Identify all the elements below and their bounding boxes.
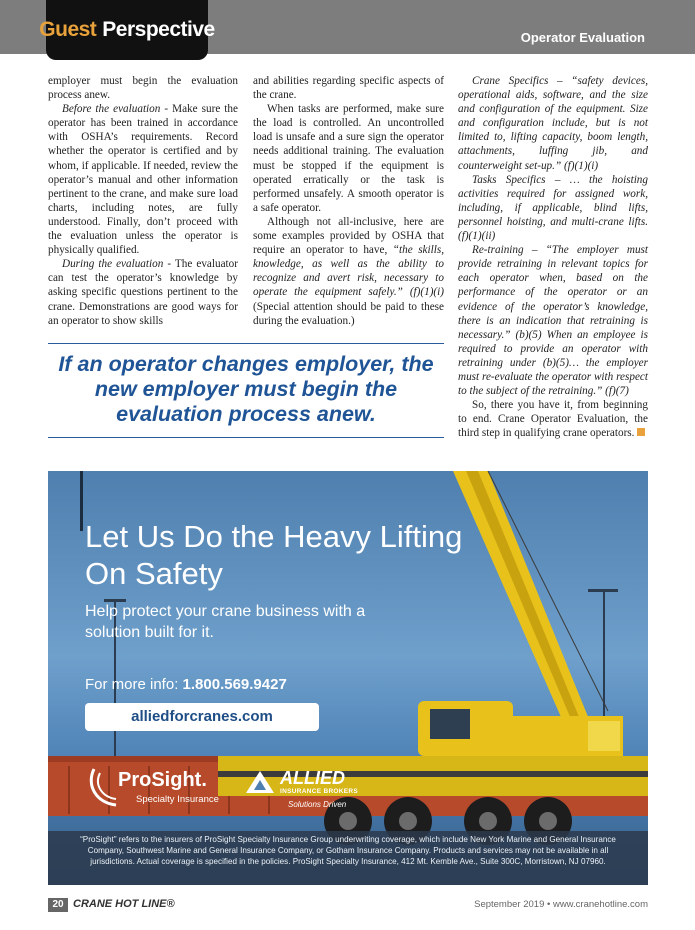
paragraph bbox=[458, 398, 648, 440]
paragraph-lead: Before the evaluation bbox=[62, 103, 161, 116]
paragraph bbox=[458, 173, 648, 243]
article-column-1 bbox=[48, 74, 238, 328]
ad-subline-emphasis: crane business bbox=[211, 603, 319, 620]
article-column-2 bbox=[253, 74, 444, 328]
allied-subtitle: INSURANCE BROKERS bbox=[280, 788, 359, 795]
prosight-name: ProSight. bbox=[118, 769, 207, 791]
tasks-specifics: Tasks Specifics – … the hoisting activities required for assigned work, including, if applicable, blind lifts, personnel hoisting, and multi-crane lifts. (f)(1)(ii) bbox=[458, 173, 648, 243]
ad-contact bbox=[85, 676, 287, 693]
paragraph bbox=[458, 74, 648, 173]
paragraph bbox=[48, 102, 238, 257]
paragraph-text: (Special attention should be paid to these during the evaluation.) bbox=[253, 300, 444, 327]
paragraph: employer must begin the evaluation process anew. bbox=[48, 75, 238, 102]
paragraph-text: Although not all-inclusive, here are some examples provided by OSHA that require an operator to have, bbox=[253, 215, 444, 257]
paragraph-text: - Make sure the operator has been trained in accordance with OSHA’s requirements. Record whether the operator is certified and by whom, if applicable. If needed, review the operator’s manual and other information pertinent to the crane, and make sure load charts, including notes, are fully understood. Finally, don’t proceed with the evaluation unless the operator is physically qualified. bbox=[48, 103, 238, 257]
ad-fine-print: “ProSight” refers to the insurers of ProSight Specialty Insurance Group underwriting coverage, which include New York Marine and General Insurance Company, Southwest Marine and General Insurance Company, or Gotham Insurance Company. Products and services may not be available in all jurisdictions. Actual coverage is specified in the policies. ProSight Specialty Insurance, 412 Mt. Kemble Ave., Suite 300C, Morristown, NJ 07960. bbox=[80, 835, 616, 866]
page-number: 20 bbox=[48, 898, 68, 912]
paragraph-text: - The evaluator can test the operator’s knowledge by asking specific questions pertinent to the crane. Demonstrations are good ways for an operator to show skills bbox=[48, 258, 238, 327]
allied-triangle-icon bbox=[246, 771, 274, 793]
pull-quote: If an operator changes employer, the new employer must begin the evaluation process anew. bbox=[48, 343, 444, 438]
paragraph bbox=[458, 243, 648, 398]
publication-name: CRANE HOT LINE® bbox=[73, 898, 175, 910]
paragraph bbox=[48, 257, 238, 327]
ad-phone-number[interactable]: 1.800.569.9427 bbox=[182, 676, 287, 693]
ad-info-label: For more info: bbox=[85, 676, 183, 693]
tab-word-perspective: Perspective bbox=[102, 18, 215, 41]
ad-website-link[interactable]: alliedforcranes.com bbox=[85, 703, 319, 731]
tab-word-guest: Guest bbox=[39, 18, 97, 41]
paragraph: When tasks are performed, make sure the load is controlled. An uncontrolled load is unsafe and a sure sign the operator needs additional training. The evaluation must be stopped if the equipment is operated erratically or the task is performed unsafely. A smooth operator is a safe operator. bbox=[253, 103, 444, 214]
allied-name: ALLIED bbox=[280, 768, 345, 788]
article-column-3 bbox=[458, 74, 648, 440]
issue-and-website: September 2019 • www.cranehotline.com bbox=[474, 899, 648, 910]
paragraph-lead: During the evaluation bbox=[62, 258, 164, 271]
end-mark-icon bbox=[637, 428, 645, 436]
crane-specifics: Crane Specifics – “safety devices, operational aids, software, and the size and configuration of the equipment. Size and configuration include, but is not limited to, lifting capacity, boom length, attachments, luffing jib, and counterweight set-up.” (f)(1)(i) bbox=[458, 75, 648, 172]
section-label: Operator Evaluation bbox=[520, 30, 645, 45]
osha-quote: “the skills, knowledge, as well as the ability to recognize and avert risk, necessary to operate the equipment safely.” (f)(1)(i) bbox=[253, 244, 444, 299]
paragraph bbox=[253, 215, 444, 328]
ad-subline-text: Help protect your bbox=[85, 603, 212, 620]
advertisement bbox=[48, 471, 648, 885]
ad-subline-text: with a solution built for it. bbox=[85, 603, 366, 641]
re-training: Re-training – “The employer must provide retraining in relevant topics for each operator when, based on the performance of the operator or an evidence of the operator’s knowledge, there is an indication that retraining is necessary.” (b)(5) When an employee is required to provide an operator with retraining under (b)(5)… the employer must re-evaluate the operator with respect to the subject of the retraining.” (f)(7) bbox=[458, 244, 648, 398]
paragraph: and abilities regarding specific aspects of the crane. bbox=[253, 75, 444, 102]
allied-tagline: Solutions Driven bbox=[288, 800, 347, 809]
ad-headline: Let Us Do the Heavy Lifting On Safety bbox=[85, 519, 463, 591]
closing-text: So, there you have it, from beginning to end. Crane Operator Evaluation, the third step in qualifying crane operators. bbox=[458, 399, 648, 440]
guest-perspective-tab bbox=[39, 0, 215, 60]
prosight-tagline: Specialty Insurance bbox=[136, 794, 219, 805]
ad-subline bbox=[85, 601, 385, 643]
